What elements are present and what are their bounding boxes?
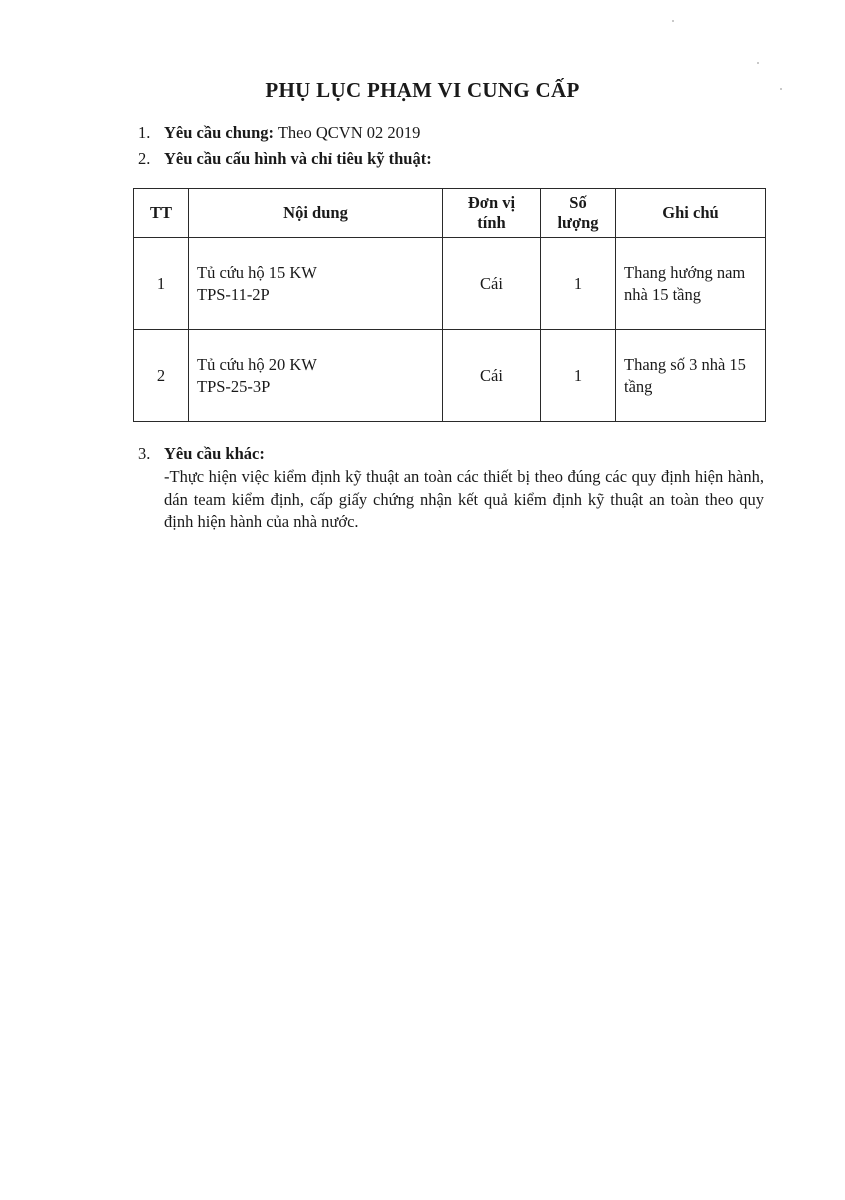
requirement-text: Theo QCVN 02 2019	[274, 123, 421, 142]
row-quantity: 1	[541, 330, 616, 422]
header-unit-line2: tính	[477, 213, 506, 232]
table-header-row	[134, 189, 766, 238]
requirement-label: Yêu cầu cấu hình và chỉ tiêu kỹ thuật:	[164, 149, 432, 168]
row-unit: Cái	[443, 238, 541, 330]
note-line: Thang số 3 nhà 15	[624, 354, 746, 374]
requirement-general	[138, 122, 420, 144]
header-tt: TT	[134, 189, 189, 238]
requirement-number: 1.	[138, 123, 151, 142]
row-unit: Cái	[443, 330, 541, 422]
requirement-number: 3.	[138, 444, 151, 463]
requirement-label: Yêu cầu khác:	[164, 444, 265, 463]
content-line: TPS-25-3P	[197, 376, 271, 396]
row-content	[189, 330, 443, 422]
header-note: Ghi chú	[616, 189, 766, 238]
row-note	[616, 330, 766, 422]
header-qty-line1: Số	[569, 193, 587, 212]
header-qty-line2: lượng	[557, 213, 599, 232]
scan-speck	[780, 88, 782, 90]
note-line: tầng	[624, 376, 653, 396]
row-note	[616, 238, 766, 330]
content-line: Tủ cứu hộ 15 KW	[197, 262, 317, 282]
row-tt: 1	[134, 238, 189, 330]
row-quantity: 1	[541, 238, 616, 330]
header-unit	[443, 189, 541, 238]
header-unit-line1: Đơn vị	[467, 193, 516, 212]
other-requirements-text: -Thực hiện việc kiểm định kỹ thuật an toàn các thiết bị theo đúng các quy định hiện hành, dán team kiểm định, cấp giấy chứng nhận kết quả kiểm định kỹ thuật an toàn theo quy định hiện hành của nhà nước.	[164, 467, 764, 531]
page-title: PHỤ LỤC PHẠM VI CUNG CẤP	[265, 78, 580, 102]
requirement-label: Yêu cầu chung:	[164, 123, 275, 142]
header-content: Nội dung	[189, 189, 443, 238]
row-tt: 2	[134, 330, 189, 422]
scan-speck	[757, 62, 759, 64]
requirement-technical	[138, 148, 432, 170]
note-line: Thang hướng nam	[624, 262, 746, 282]
content-line: TPS-11-2P	[197, 284, 270, 304]
table-row	[134, 238, 766, 330]
specification-table	[133, 188, 766, 422]
requirement-number: 2.	[138, 149, 151, 168]
requirement-other	[138, 443, 265, 465]
table-row	[134, 330, 766, 422]
row-content	[189, 238, 443, 330]
content-line: Tủ cứu hộ 20 KW	[197, 354, 317, 374]
header-quantity	[541, 189, 616, 238]
scan-speck	[672, 20, 674, 22]
note-line: nhà 15 tầng	[624, 284, 701, 304]
